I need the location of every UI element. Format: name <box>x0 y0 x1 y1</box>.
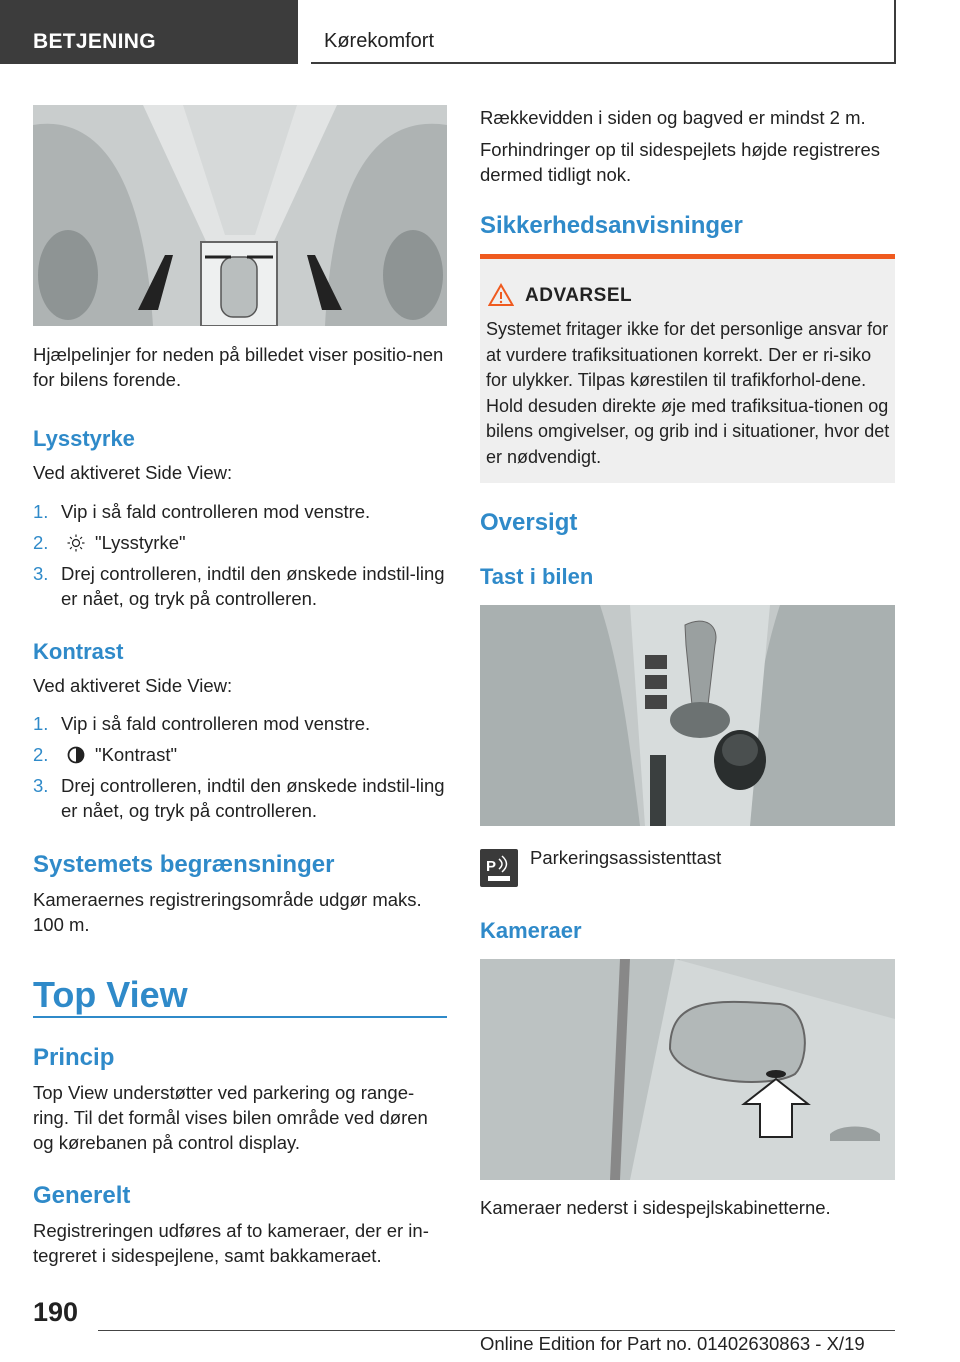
list-item: 1. Vip i så fald controlleren mod venstre. <box>33 713 371 734</box>
park-assist-icon <box>480 849 518 887</box>
warning-title: ADVARSEL <box>525 285 633 306</box>
button-label: Parkeringsassistenttast <box>530 847 722 868</box>
lysstyrke-steps <box>33 499 447 617</box>
obstacle-text: Forhindringer op til sidespejlets højde registreres dermed tidligt nok. <box>480 139 880 185</box>
princip-text: Top View understøtter ved parkering og range-ring. Til det formål vises bilen område ved døren og kørebanen på control display. <box>33 1082 428 1153</box>
list-item: 3. Drej controlleren, indtil den ønskede indstil-ling er nået, og tryk på controlleren. <box>33 563 445 609</box>
console-illustration <box>480 605 895 826</box>
mirror-illustration <box>480 959 895 1180</box>
heading-tast: Tast i bilen <box>480 564 594 589</box>
heading-generelt: Generelt <box>33 1182 131 1209</box>
figure-caption: Hjælpelinjer for neden på billedet viser positio-nen for bilens forende. <box>33 344 444 390</box>
console-figure <box>480 605 895 826</box>
heading-rule <box>33 1016 447 1018</box>
kontrast-intro: Ved aktiveret Side View: <box>33 675 233 696</box>
footer-rule <box>98 1330 895 1331</box>
heading-top-view: Top View <box>33 974 188 1015</box>
heading-limits: Systemets begrænsninger <box>33 851 335 878</box>
heading-oversigt: Oversigt <box>480 509 578 536</box>
mirror-figure <box>480 959 895 1180</box>
heading-kontrast: Kontrast <box>33 639 124 664</box>
page-header <box>0 0 960 64</box>
generelt-text: Registreringen udføres af to kameraer, der er in-tegreret i sidespejlene, samt bakkameraet. <box>33 1220 429 1266</box>
chapter-title: Kørekomfort <box>311 0 896 64</box>
lysstyrke-intro: Ved aktiveret Side View: <box>33 462 233 483</box>
warning-triangle-icon <box>488 283 514 307</box>
side-view-figure <box>33 105 447 326</box>
range-text: Rækkevidden i siden og bagved er mindst 2 m. <box>480 107 866 128</box>
brightness-icon <box>67 534 85 552</box>
footer-edition: Online Edition for Part no. 01402630863 - X/19 <box>480 1333 865 1354</box>
contrast-icon <box>67 746 85 764</box>
list-item: 3. Drej controlleren, indtil den ønskede indstil-ling er nået, og tryk på controlleren. <box>33 775 445 821</box>
list-item: 2. "Lysstyrke" <box>33 532 186 553</box>
heading-kameraer: Kameraer <box>480 918 582 943</box>
camera-caption: Kameraer nederst i sidespejlskabinetterne. <box>480 1197 831 1218</box>
parking-assist-button-icon <box>480 849 518 887</box>
svg-text:P: P <box>486 858 497 875</box>
side-view-illustration <box>33 105 447 326</box>
list-item: 1. Vip i så fald controlleren mod venstre. <box>33 501 371 522</box>
heading-safety: Sikkerhedsanvisninger <box>480 212 743 239</box>
heading-princip: Princip <box>33 1044 115 1071</box>
section-tab: BETJENING <box>0 0 298 64</box>
page-number: 190 <box>33 1297 79 1327</box>
warning-text: Systemet fritager ikke for det personlige ansvar for at vurdere trafiksituationen korrekt. Der er ri-siko for ulykker. Tilpas kørestilen til trafikforhol-dene. Hold desuden direkte øje med trafiksitua-tionen og bilens omgivelser, og grib ind i situationer, hvor det er nødvendigt. <box>486 319 890 467</box>
kontrast-steps <box>33 711 447 829</box>
limits-text: Kameraernes registreringsområde udgør maks. 100 m. <box>33 889 422 935</box>
heading-lysstyrke: Lysstyrke <box>33 426 135 451</box>
list-item: 2. "Kontrast" <box>33 744 178 765</box>
warning-box <box>480 254 895 483</box>
